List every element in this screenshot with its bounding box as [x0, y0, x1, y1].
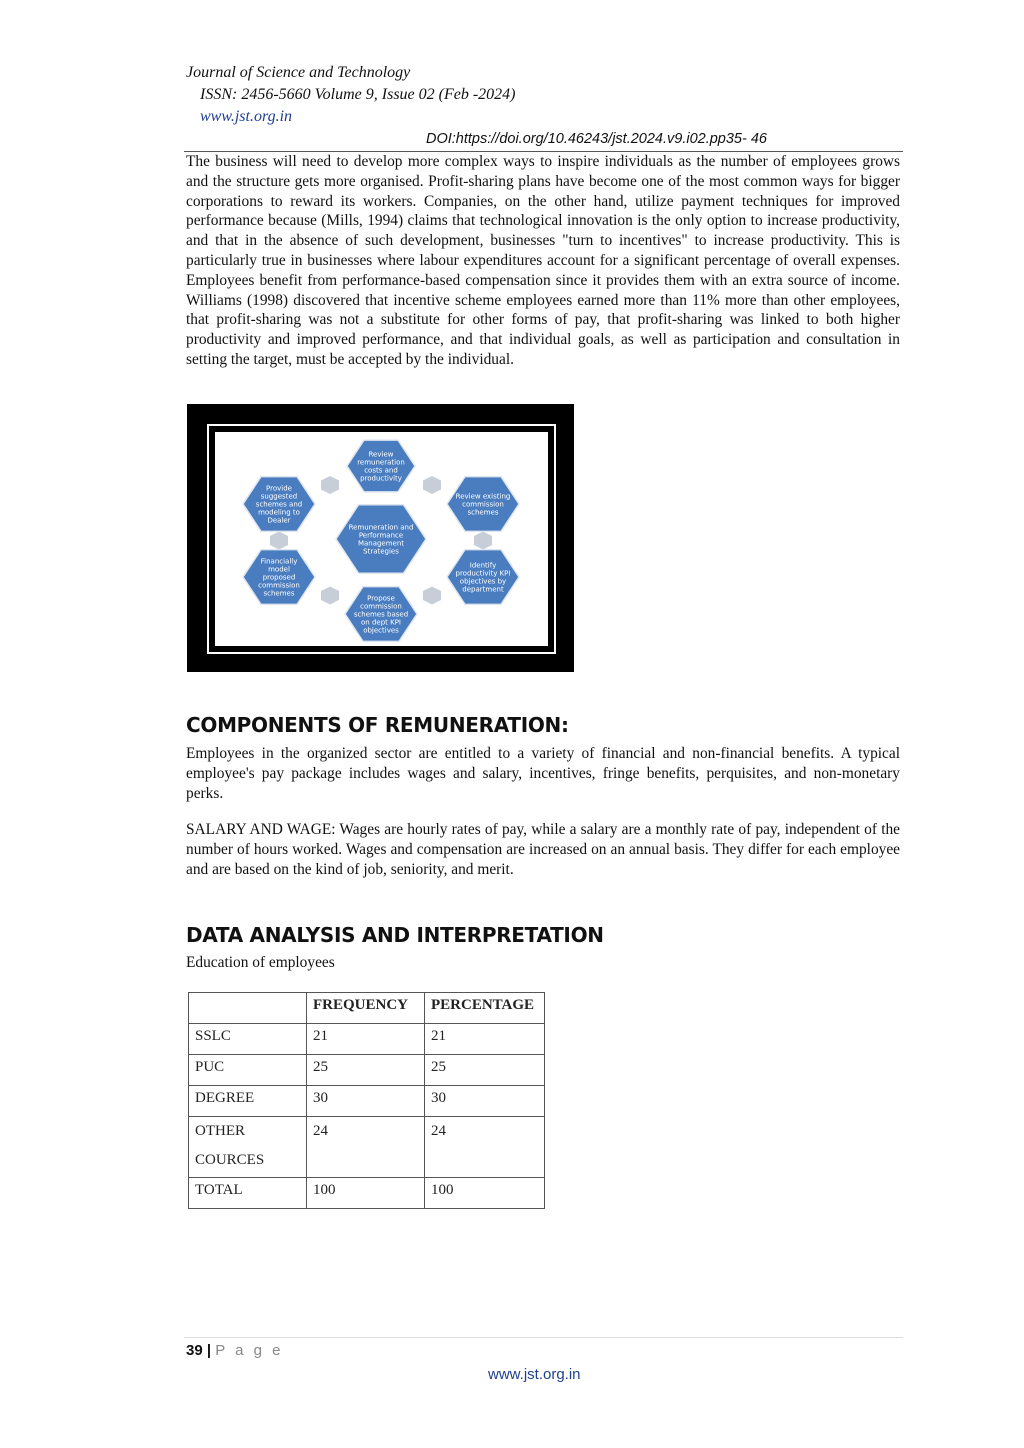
- salary-wage-paragraph: SALARY AND WAGE: Wages are hourly rates of pay, while a salary are a monthly rate of pay, independent of the number of hours worked. Wages and compensation are increased on an annual basis. They differ for each employee and are based on the kind of job, seniority, and merit.: [186, 821, 900, 878]
- intro-paragraph: The business will need to develop more complex ways to inspire individuals as the number of employees grows and the structure gets more organised. Profit-sharing plans have become one of the most common ways for bigger corporations to reward its workers. Companies, on the other hand, utilize payment techniques for improved performance because (Mills, 1994) claims that technological innovation is the only option to increase productivity, and that in the absence of such development, businesses "turn to incentives" to increase productivity. This is particularly true in businesses where labour expenditures account for a significant percentage of overall expenses. Employees benefit from performance-based compensation since it provides them with an extra source of income. Williams (1998) discovered that incentive scheme employees earned more than 11% more than other employees, that profit-sharing was not a substitute for other forms of pay, that profit-sharing was linked to both higher productivity and improved performance, and that individual goals, as well as participation and consultation in setting the target, must be accepted by the individual.: [186, 153, 900, 368]
- row-frequency: 24: [307, 1117, 425, 1178]
- page-word: P a g e: [215, 1342, 284, 1359]
- hex-upper-left-label: modeling to: [258, 508, 300, 517]
- table-row: [189, 1117, 545, 1178]
- connector-chevron: [321, 476, 339, 494]
- row-percentage: 24: [425, 1117, 545, 1178]
- data-analysis-heading: DATA ANALYSIS AND INTERPRETATION: [186, 923, 604, 947]
- hex-upper-left-label: schemes and: [255, 500, 303, 509]
- education-table: [188, 992, 545, 1209]
- hex-bottom-label: objectives: [363, 626, 399, 635]
- hex-center-label: Strategies: [363, 547, 399, 556]
- row-percentage: 30: [425, 1086, 545, 1117]
- hexagon-diagram: [215, 432, 548, 646]
- remuneration-strategy-figure: [187, 404, 574, 672]
- hex-bottom-label: Propose: [367, 594, 395, 603]
- hex-bottom-label: on dept KPI: [361, 618, 401, 627]
- hex-top-label: costs and: [364, 466, 398, 475]
- row-label: [189, 1117, 307, 1178]
- table-row: [189, 1024, 545, 1055]
- hex-center-label: Management: [357, 539, 405, 548]
- row-label-line1: OTHER: [195, 1123, 245, 1139]
- row-label: PUC: [189, 1055, 307, 1086]
- row-label: TOTAL: [189, 1178, 307, 1209]
- table-row: [189, 1086, 545, 1117]
- footer-website-link[interactable]: www.jst.org.in: [488, 1366, 581, 1383]
- row-label-line2: COURCES: [195, 1152, 265, 1168]
- page-separator: |: [206, 1342, 212, 1359]
- hex-bottom-label: commission: [360, 602, 402, 611]
- page-number-footer: [186, 1342, 284, 1359]
- figure-frame: [207, 424, 556, 654]
- connector-chevron: [474, 532, 492, 550]
- components-paragraph: Employees in the organized sector are entitled to a variety of financial and non-financial benefits. A typical employee's pay package includes wages and salary, incentives, fringe benefits, perquisites, and non-monetary perks.: [186, 745, 900, 802]
- table-header-row: [189, 993, 545, 1024]
- hex-lower-left-label: Financially: [260, 557, 298, 566]
- hex-upper-right-label: schemes: [467, 508, 499, 517]
- hex-upper-right-label: Review existing: [455, 492, 511, 501]
- table-row: [189, 1178, 545, 1209]
- row-frequency: 21: [307, 1024, 425, 1055]
- hex-lower-right-label: department: [462, 585, 504, 594]
- table-caption: Education of employees: [186, 954, 335, 971]
- row-percentage: 25: [425, 1055, 545, 1086]
- hex-lower-right-label: Identify: [469, 561, 497, 570]
- doi-line: DOI:https://doi.org/10.46243/jst.2024.v9.i02.pp35- 46: [426, 131, 767, 147]
- hex-center-label: Performance: [358, 531, 404, 540]
- hex-lower-right-label: productivity KPI: [455, 569, 511, 578]
- hex-lower-left-label: proposed: [262, 573, 296, 582]
- hex-top-label: productivity: [360, 474, 402, 483]
- hex-upper-left-label: suggested: [260, 492, 298, 501]
- hex-top-label: remuneration: [357, 458, 405, 467]
- hex-top-label: Review: [368, 450, 394, 459]
- hex-center-label: Remuneration and: [348, 523, 414, 532]
- table-header-cell: [189, 993, 307, 1024]
- hex-upper-left-label: Provide: [266, 484, 292, 493]
- components-heading: COMPONENTS OF REMUNERATION:: [186, 713, 569, 737]
- hex-bottom-label: schemes based: [353, 610, 409, 619]
- row-label: DEGREE: [189, 1086, 307, 1117]
- row-frequency: 100: [307, 1178, 425, 1209]
- connector-chevron: [423, 476, 441, 494]
- footer-rule: [184, 1337, 903, 1338]
- figure-canvas: [215, 432, 548, 646]
- table-header-cell: FREQUENCY: [307, 993, 425, 1024]
- page-number: 39: [186, 1342, 203, 1359]
- journal-name: Journal of Science and Technology: [186, 64, 411, 81]
- issn-line: ISSN: 2456-5660 Volume 9, Issue 02 (Feb -2024): [200, 86, 516, 103]
- hex-lower-left-label: model: [268, 565, 290, 574]
- hex-lower-right-label: objectives by: [459, 577, 507, 586]
- table-header-cell: PERCENTAGE: [425, 993, 545, 1024]
- row-frequency: 25: [307, 1055, 425, 1086]
- connector-chevron: [423, 587, 441, 605]
- connector-chevron: [321, 587, 339, 605]
- hex-lower-left-label: schemes: [263, 589, 295, 598]
- hex-upper-right-label: commission: [462, 500, 504, 509]
- connector-chevron: [270, 532, 288, 550]
- row-frequency: 30: [307, 1086, 425, 1117]
- row-percentage: 21: [425, 1024, 545, 1055]
- row-percentage: 100: [425, 1178, 545, 1209]
- row-label: SSLC: [189, 1024, 307, 1055]
- hex-lower-left-label: commission: [258, 581, 300, 590]
- journal-website-link[interactable]: www.jst.org.in: [200, 108, 293, 125]
- hex-upper-left-label: Dealer: [267, 516, 291, 525]
- table-row: [189, 1055, 545, 1086]
